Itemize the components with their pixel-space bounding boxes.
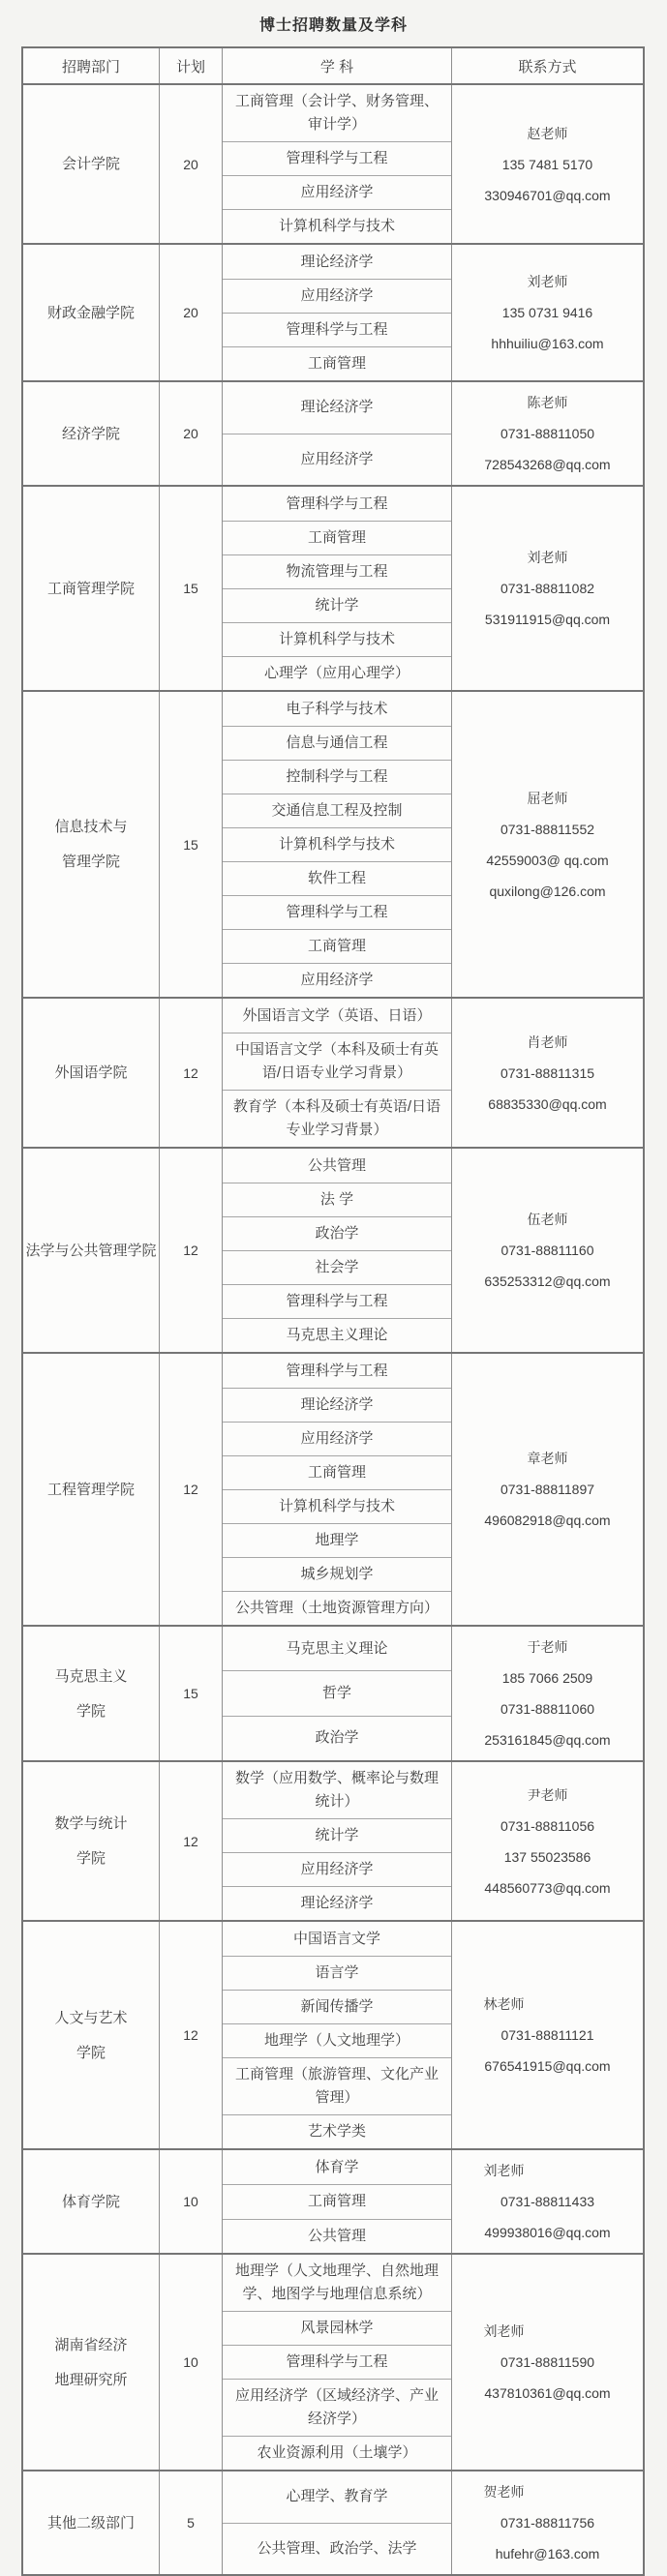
subject-cell: 理论经济学 [223,1886,451,1920]
subjects-column [223,1627,452,1760]
plan-count: 12 [183,2027,198,2043]
contact-line: 0731-88811160 [500,1243,594,1258]
contact-line: 68835330@qq.com [488,1095,607,1112]
recruitment-table [21,46,645,2576]
contact-line: 531911915@qq.com [484,612,611,627]
subjects-column [223,487,452,690]
contact-cell [452,2471,643,2574]
subject-cell: 地理学（人文地理学、自然地理学、地图学与地理信息系统） [234,2262,439,2302]
contact-name: 陈老师 [527,395,568,410]
department-name: 学院 [76,2044,106,2061]
contact-name: 屈老师 [527,790,568,806]
contact-line: 499938016@qq.com [484,2225,611,2240]
subject-cell: 应用经济学（区域经济学、产业经济学） [223,2379,451,2436]
subject-cell: 信息与通信工程 [223,726,451,760]
department-name: 财政金融学院 [46,304,135,321]
subjects-column [223,382,452,485]
contact-cell [452,487,643,690]
department-name: 数学与统计 [54,1815,128,1832]
plan-cell [160,999,223,1147]
contact-line: 0731-88811897 [500,1482,595,1497]
table-row [23,2148,643,2253]
subject-cell: 语言学 [223,1956,451,1990]
contact-name: 尹老师 [527,1786,568,1803]
contact-cell [452,382,643,485]
subject-cell: 公共管理 [307,1156,366,1174]
contact-line: 137 55023586 [503,1848,591,1865]
plan-count: 20 [183,305,198,320]
contact-cell [452,1762,643,1920]
contact-cell [452,85,643,243]
table-row [23,1625,643,1760]
department-name: 信息技术与 [54,819,128,835]
subject-cell: 理论经济学 [300,253,374,270]
department-cell [23,1149,160,1352]
plan-cell [160,487,223,690]
header-subject: 学 科 [223,48,452,83]
subject-cell: 体育学 [315,2158,359,2175]
table-row [23,243,643,380]
subject-cell: 应用经济学 [223,1422,451,1455]
plan-cell [160,245,223,380]
table-row [23,1760,643,1920]
table-header-row [23,48,643,85]
subject-cell: 管理科学与工程 [223,141,451,175]
subject-cell: 政治学 [223,1716,451,1760]
plan-count: 20 [183,426,198,441]
subjects-column [223,1762,452,1920]
plan-count: 20 [183,156,198,172]
plan-cell [160,1922,223,2148]
department-cell [23,1762,160,1920]
contact-line: hufehr@163.com [495,2546,600,2561]
subject-cell: 工商管理 [223,929,451,963]
table-row [23,1147,643,1352]
contact-name: 刘老师 [527,550,568,565]
contact-line: 0731-88811590 [500,2354,595,2370]
subject-cell: 社会学 [223,1250,451,1284]
subject-cell: 马克思主义理论 [286,1639,388,1657]
plan-count: 15 [183,836,198,853]
contact-line: 0731-88811082 [500,581,595,596]
page-title: 博士招聘数量及学科 [258,17,408,34]
subject-cell: 中国语言文学 [292,1930,380,1947]
table-body [23,85,643,2574]
department-cell [23,2255,160,2470]
subject-cell: 公共管理、政治学、法学 [223,2523,451,2575]
department-cell [23,487,160,690]
subject-cell: 外国语言文学（英语、日语） [242,1006,432,1024]
department-name: 学院 [76,1702,106,1720]
subject-cell: 统计学 [223,1818,451,1852]
contact-line: 253161845@qq.com [484,1732,611,1748]
department-name: 工程管理学院 [46,1481,135,1498]
subject-cell: 管理科学与工程 [223,895,451,929]
subject-cell: 计算机科学与技术 [223,827,451,861]
department-cell [23,999,160,1147]
department-name: 法学与公共管理学院 [25,1242,157,1259]
subject-cell: 新闻传播学 [223,1990,451,2023]
subject-cell: 管理科学与工程 [223,2345,451,2379]
contact-line: 0731-88811315 [500,1064,595,1081]
contact-line: 728543268@qq.com [484,457,611,472]
plan-cell [160,1627,223,1760]
contact-line: 676541915@qq.com [484,2058,611,2074]
plan-count: 15 [183,581,198,596]
contact-line: 0731-88811050 [500,426,595,441]
contact-line: 0731-88811756 [500,2515,595,2531]
subject-cell: 心理学、教育学 [286,2488,388,2505]
plan-cell [160,1762,223,1920]
contact-name: 肖老师 [527,1033,568,1050]
department-cell [23,382,160,485]
table-row [23,997,643,1147]
plan-count: 12 [183,1833,198,1849]
plan-count: 15 [183,1686,198,1701]
contact-line: quxilong@126.com [489,883,606,899]
subject-cell: 地理学 [223,1523,451,1557]
contact-line: 330946701@qq.com [484,187,611,203]
department-name: 湖南省经济 [54,2336,128,2353]
header-department: 招聘部门 [23,48,160,83]
contact-name: 刘老师 [527,274,568,289]
department-name: 地理研究所 [54,2371,128,2388]
table-row [23,1920,643,2148]
contact-line: 0731-88811552 [500,821,595,837]
subjects-column [223,999,452,1147]
contact-line: 635253312@qq.com [484,1273,611,1289]
plan-cell [160,85,223,243]
subject-cell: 应用经济学 [223,963,451,997]
subject-cell: 工商管理 [223,1455,451,1489]
subject-cell: 计算机科学与技术 [223,622,451,656]
table-row [23,485,643,690]
contact-line: 496082918@qq.com [484,1513,611,1528]
table-row [23,690,643,997]
plan-count: 12 [183,1243,198,1258]
contact-cell [452,1627,643,1760]
department-name: 马克思主义 [54,1667,128,1685]
subject-cell: 管理科学与工程 [286,1362,388,1379]
subject-cell: 计算机科学与技术 [223,1489,451,1523]
subject-cell: 工商管理 [223,346,451,380]
contact-line: 42559003@ qq.com [486,852,609,868]
table-row [23,2253,643,2470]
plan-count: 5 [187,2515,195,2531]
contact-line: 0731-88811121 [500,2027,594,2043]
contact-name: 伍老师 [527,1212,568,1227]
contact-line: 448560773@qq.com [484,1879,611,1896]
subjects-column [223,2255,452,2470]
contact-line: 135 7481 5170 [501,156,593,172]
subject-cell: 物流管理与工程 [223,554,451,588]
contact-cell [452,692,643,997]
subjects-column [223,692,452,997]
subject-cell: 地理学（人文地理学） [223,2023,451,2057]
contact-name: 赵老师 [527,125,568,141]
department-name: 人文与艺术 [54,2009,128,2026]
plan-count: 10 [183,2194,198,2209]
subjects-column [223,85,452,243]
subject-cell: 法 学 [223,1183,451,1216]
department-cell [23,85,160,243]
subject-cell: 工商管理（旅游管理、文化产业管理） [223,2057,451,2114]
table-row [23,85,643,243]
contact-line: 0731-88811433 [500,2194,595,2209]
subjects-column [223,2471,452,2574]
plan-cell [160,2255,223,2470]
plan-count: 12 [183,1064,198,1081]
department-name: 会计学院 [61,156,120,172]
contact-line: 135 0731 9416 [501,305,593,320]
department-cell [23,2150,160,2253]
subject-cell: 心理学（应用心理学） [223,656,451,690]
subject-cell: 理论经济学 [300,399,374,416]
subject-cell: 艺术学类 [223,2114,451,2148]
department-name: 管理学院 [61,854,120,870]
subject-cell: 应用经济学 [223,279,451,313]
table-row [23,2470,643,2574]
department-cell [23,1922,160,2148]
contact-line: 0731-88811060 [500,1701,595,1717]
subject-cell: 统计学 [223,588,451,622]
table-row [23,1352,643,1625]
plan-cell [160,382,223,485]
contact-line: 185 7066 2509 [501,1670,593,1686]
contact-name: 贺老师 [483,2484,525,2500]
department-cell [23,1354,160,1625]
contact-cell [452,2255,643,2470]
subject-cell: 交通信息工程及控制 [223,794,451,827]
subject-cell: 数学（应用数学、概率论与数理统计） [234,1770,439,1810]
department-cell [23,692,160,997]
contact-line: 0731-88811056 [500,1817,595,1834]
contact-name: 林老师 [483,1996,525,2012]
department-name: 工商管理学院 [46,580,135,597]
plan-count: 10 [183,2354,198,2370]
contact-cell [452,245,643,380]
subject-cell: 应用经济学 [223,175,451,209]
department-name: 其他二级部门 [46,2514,135,2531]
department-name: 体育学院 [61,2193,120,2210]
subjects-column [223,1922,452,2148]
subject-cell: 计算机科学与技术 [223,209,451,243]
header-contact: 联系方式 [518,58,577,75]
subject-cell: 管理科学与工程 [286,494,388,512]
contact-cell [452,1354,643,1625]
contact-cell [452,999,643,1147]
department-name: 外国语学院 [54,1064,128,1081]
subject-cell: 理论经济学 [223,1388,451,1422]
subject-cell: 电子科学与技术 [286,700,388,717]
header-plan: 计划 [160,48,223,83]
subject-cell: 公共管理 [223,2219,451,2254]
contact-line: 437810361@qq.com [484,2385,611,2401]
subject-cell: 马克思主义理论 [223,1318,451,1352]
subject-cell: 公共管理（土地资源管理方向） [223,1591,451,1625]
department-name: 经济学院 [61,425,120,442]
subject-cell: 中国语言文学（本科及硕士有英语/日语专业学习背景） [223,1033,451,1090]
subjects-column [223,1149,452,1352]
subject-cell: 管理科学与工程 [223,313,451,346]
department-cell [23,1627,160,1760]
table-row [23,380,643,485]
subject-cell: 工商管理 [223,2184,451,2219]
department-cell [23,2471,160,2574]
department-name: 学院 [76,1850,106,1867]
subject-cell: 城乡规划学 [223,1557,451,1591]
subject-cell: 农业资源利用（土壤学） [223,2436,451,2470]
contact-cell [452,2150,643,2253]
subjects-column [223,245,452,380]
subjects-column [223,2150,452,2253]
plan-cell [160,1354,223,1625]
department-cell [23,245,160,380]
subject-cell: 控制科学与工程 [223,760,451,794]
plan-cell [160,692,223,997]
contact-line: hhhuiliu@163.com [491,336,604,351]
contact-name: 刘老师 [483,2323,525,2339]
plan-cell [160,2150,223,2253]
subject-cell: 工商管理 [223,521,451,554]
plan-cell [160,2471,223,2574]
subject-cell: 哲学 [223,1670,451,1715]
contact-cell [452,1149,643,1352]
subject-cell: 工商管理（会计学、财务管理、审计学） [234,93,439,133]
subject-cell: 教育学（本科及硕士有英语/日语专业学习背景） [223,1090,451,1147]
contact-name: 刘老师 [483,2163,525,2178]
contact-name: 于老师 [527,1639,568,1655]
subject-cell: 应用经济学 [223,434,451,486]
contact-cell [452,1922,643,2148]
subjects-column [223,1354,452,1625]
subject-cell: 管理科学与工程 [223,1284,451,1318]
plan-count: 12 [183,1482,198,1497]
subject-cell: 软件工程 [223,861,451,895]
contact-name: 章老师 [527,1451,568,1466]
subject-cell: 应用经济学 [223,1852,451,1886]
subject-cell: 政治学 [223,1216,451,1250]
plan-cell [160,1149,223,1352]
subject-cell: 风景园林学 [223,2311,451,2345]
